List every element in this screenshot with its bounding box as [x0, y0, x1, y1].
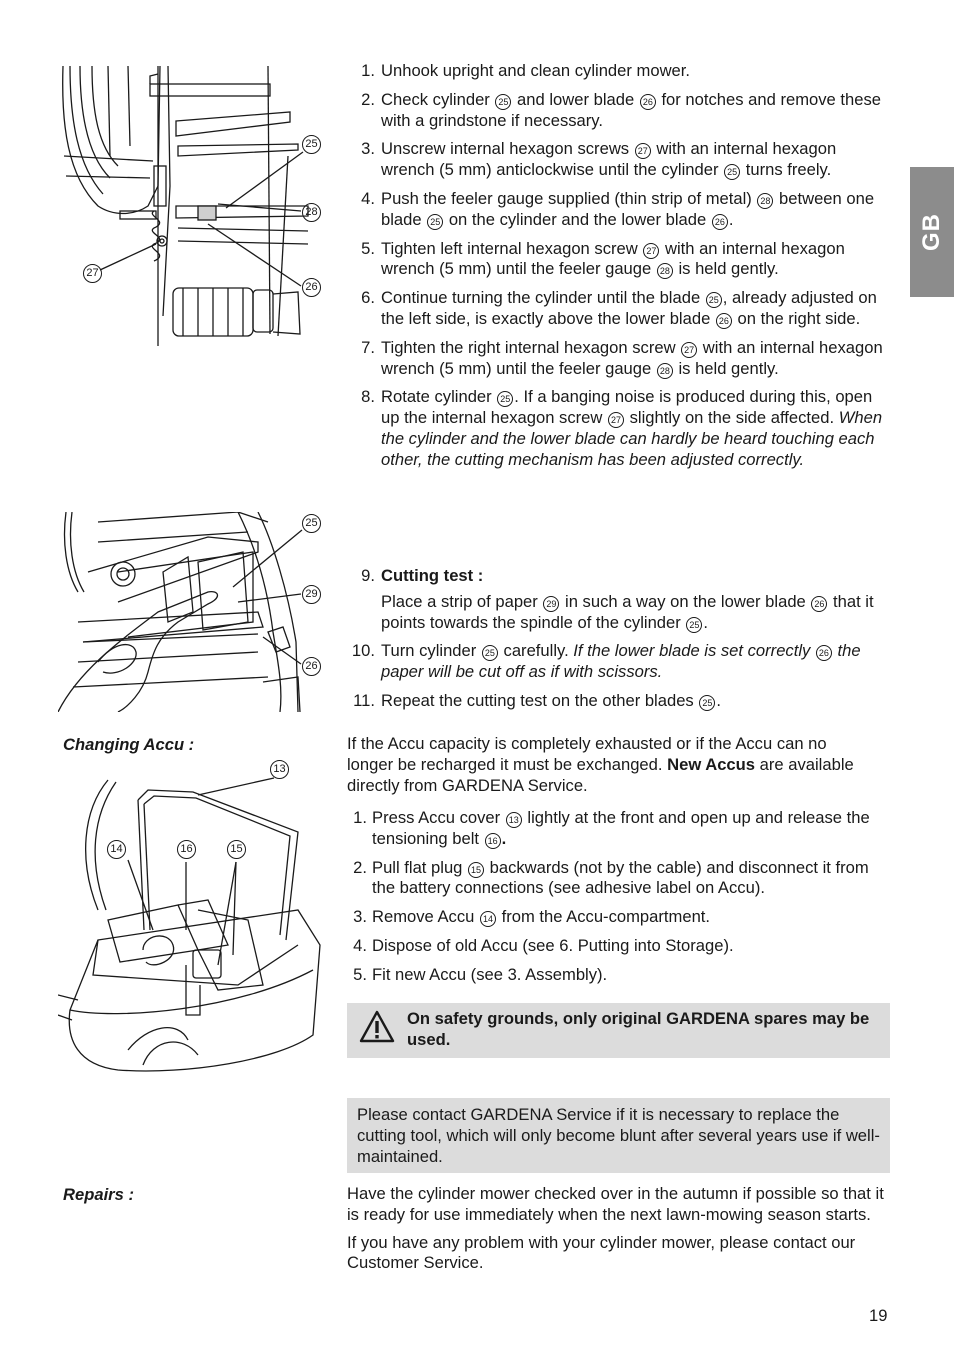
service-note-text: Please contact GARDENA Service if it is necessary to replace the cutting tool, which will only become blunt after several years use if well-maintained.: [357, 1105, 880, 1166]
step-3: 3. Unscrew internal hexagon screws 27 with an internal hexagon wrench (5 mm) anticlockwise until the cylinder 25 turns freely.: [361, 139, 837, 180]
fig3-callout-14: 14: [106, 839, 127, 859]
adjustment-steps: [347, 61, 887, 479]
step-5: 5. Tighten left internal hexagon screw 27 with an internal hexagon wrench (5 mm) until the feeler gauge 28 is held gently.: [361, 238, 845, 279]
step-7: 7. Tighten the right internal hexagon screw 27 with an internal hexagon wrench (5 mm) until the feeler gauge 28 is held gently.: [361, 337, 883, 378]
accu-step-4: 4. Dispose of old Accu (see 6. Putting into Storage).: [353, 935, 734, 955]
step-11: 11. Repeat the cutting test on the other blades 25 .: [353, 690, 721, 710]
cutting-test-title: Cutting test :: [381, 566, 484, 585]
fig2-callout-26: 26: [301, 656, 322, 676]
figure-cutting-test: [58, 512, 328, 712]
warning-triangle-icon: [359, 1010, 395, 1044]
fig3-callout-13: 13: [269, 759, 290, 779]
step-1: 1. Unhook upright and clean cylinder mower.: [361, 61, 691, 80]
step-4: 4. Push the feeler gauge supplied (thin strip of metal) 28 between one blade 25 on the cylinder and the lower blade 26 .: [361, 188, 875, 229]
accu-step-5: 5. Fit new Accu (see 3. Assembly).: [353, 964, 608, 984]
repairs-paragraph-2: If you have any problem with your cylinder mower, please contact our Customer Service.: [347, 1232, 856, 1273]
changing-accu-label: Changing Accu :: [63, 735, 195, 754]
warning-box: [347, 1003, 890, 1058]
step-6: 6. Continue turning the cylinder until the blade 25 , already adjusted on the left side, is exactly above the lower blade 26 on the right side.: [361, 288, 877, 328]
accu-step-2: 2. Pull flat plug 15 backwards (not by the cable) and disconnect it from the battery connections (see adhesive label on Accu).: [353, 857, 869, 898]
language-tab-label: GB: [918, 213, 945, 251]
fig1-callout-26: 26: [301, 277, 322, 297]
fig1-callout-27: 27: [82, 263, 103, 283]
accu-step-1: 1. Press Accu cover 13 lightly at the front and open up and release the tensioning belt 16 .: [353, 808, 870, 848]
step-2: 2. Check cylinder 25 and lower blade 26 for notches and remove these with a grindstone if necessary.: [361, 89, 881, 130]
repairs-label: Repairs :: [63, 1185, 135, 1204]
step-8: 8. Rotate cylinder 25 . If a banging noise is produced during this, open up the internal hexagon screw 27 slightly on the side affected. When the cylinder and the lower blade can hardly be heard touching each other, the cutting mechanism has been adjusted correctly.: [361, 387, 883, 469]
service-note-box: [347, 1098, 890, 1173]
repairs-paragraph-1: Have the cylinder mower checked over in the autumn if possible so that it is ready for use immediately when the next lawn-mowing season starts.: [347, 1184, 884, 1224]
fig2-callout-29: 29: [301, 584, 322, 604]
language-tab: [910, 167, 954, 297]
steps-10-11: [347, 641, 887, 719]
figure-cylinder-adjustment: [58, 66, 328, 346]
accu-intro: If the Accu capacity is completely exhausted or if the Accu can no longer be recharged it must be exchanged. New Accus are available directly from GARDENA Service.: [347, 734, 854, 795]
step-10: 10. Turn cylinder 25 carefully. If the lower blade is set correctly 26 the paper will be cut off as if with scissors.: [351, 641, 861, 681]
fig3-callout-15: 15: [226, 839, 247, 859]
accu-step-3: 3. Remove Accu 14 from the Accu-compartment.: [353, 907, 711, 927]
fig1-callout-25: 25: [301, 134, 322, 154]
accu-steps: [347, 808, 887, 994]
figure-accu-compartment: [58, 770, 328, 1090]
fig1-callout-28: 28: [301, 202, 322, 222]
page-number: 19: [869, 1306, 888, 1325]
repairs-text: [347, 1184, 887, 1274]
fig3-callout-16: 16: [176, 839, 197, 859]
warning-text: On safety grounds, only original GARDENA spares may be used.: [407, 1009, 870, 1049]
step-9: 9. Cutting test : Place a strip of paper 29 in such a way on the lower blade 26 that it points towards the spindle of the cylinder 25 .: [347, 566, 887, 633]
cutting-test-text: Place a strip of paper 29 in such a way on the lower blade 26 that it points towards the spindle of the cylinder 25 .: [381, 591, 874, 632]
fig2-callout-25: 25: [301, 513, 322, 533]
